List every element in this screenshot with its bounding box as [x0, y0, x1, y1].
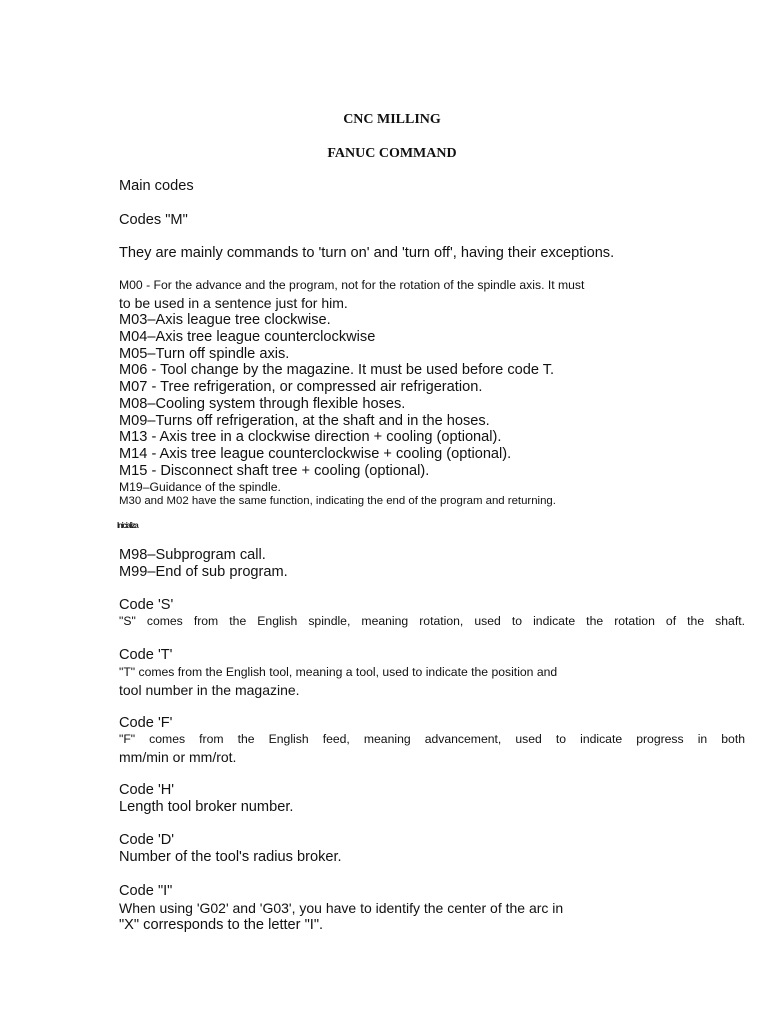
- document-title: CNC MILLING: [343, 112, 441, 127]
- code-h-heading: Code 'H': [119, 782, 175, 798]
- m05-item: M05–Turn off spindle axis.: [119, 346, 290, 362]
- code-i-line-2: "X" corresponds to the letter "I".: [119, 917, 324, 933]
- m00-line-1: M00 - For the advance and the program, not for the rotation of the spindle axis. It must: [119, 278, 585, 292]
- code-h-text: Length tool broker number.: [119, 799, 294, 815]
- code-d-text: Number of the tool's radius broker.: [119, 849, 342, 865]
- garbled-text: Inicializa: [117, 521, 138, 530]
- section-heading-codes-m: Codes "M": [119, 212, 188, 228]
- m06-item: M06 - Tool change by the magazine. It must be used before code T.: [119, 362, 555, 378]
- m14-item: M14 - Axis tree league counterclockwise + cooling (optional).: [119, 446, 512, 462]
- code-t-heading: Code 'T': [119, 647, 173, 663]
- m13-item: M13 - Axis tree in a clockwise direction + cooling (optional).: [119, 429, 502, 445]
- intro-paragraph: They are mainly commands to 'turn on' and 'turn off', having their exceptions.: [119, 245, 615, 261]
- code-f-line-2: mm/min or mm/rot.: [119, 749, 237, 765]
- m09-item: M09–Turns off refrigeration, at the shaft and in the hoses.: [119, 413, 490, 429]
- code-d-heading: Code 'D': [119, 832, 175, 848]
- m07-item: M07 - Tree refrigeration, or compressed air refrigeration.: [119, 379, 483, 395]
- m30-item: M30 and M02 have the same function, indicating the end of the program and returning.: [119, 495, 556, 507]
- document-subtitle: FANUC COMMAND: [327, 146, 457, 161]
- code-t-line-2: tool number in the magazine.: [119, 682, 300, 698]
- code-i-line-1: When using 'G02' and 'G03', you have to identify the center of the arc in: [119, 900, 564, 916]
- m00-line-2: to be used in a sentence just for him.: [119, 295, 348, 311]
- m15-item: M15 - Disconnect shaft tree + cooling (optional).: [119, 463, 430, 479]
- code-f-heading: Code 'F': [119, 715, 173, 731]
- code-t-line-1: "T" comes from the English tool, meaning a tool, used to indicate the position and: [119, 665, 558, 679]
- m99-item: M99–End of sub program.: [119, 564, 288, 580]
- m19-item: M19–Guidance of the spindle.: [119, 480, 281, 494]
- code-s-heading: Code 'S': [119, 597, 174, 613]
- m98-item: M98–Subprogram call.: [119, 547, 266, 563]
- m04-item: M04–Axis tree league counterclockwise: [119, 329, 376, 345]
- section-heading-main-codes: Main codes: [119, 178, 194, 194]
- m08-item: M08–Cooling system through flexible hoses.: [119, 396, 406, 412]
- m03-item: M03–Axis league tree clockwise.: [119, 312, 331, 328]
- code-s-text: "S" comes from the English spindle, meaning rotation, used to indicate the rotation of the shaft.: [119, 614, 745, 628]
- code-f-line-1: "F" comes from the English feed, meaning advancement, used to indicate progress in both: [119, 732, 745, 746]
- code-i-heading: Code "I": [119, 883, 173, 899]
